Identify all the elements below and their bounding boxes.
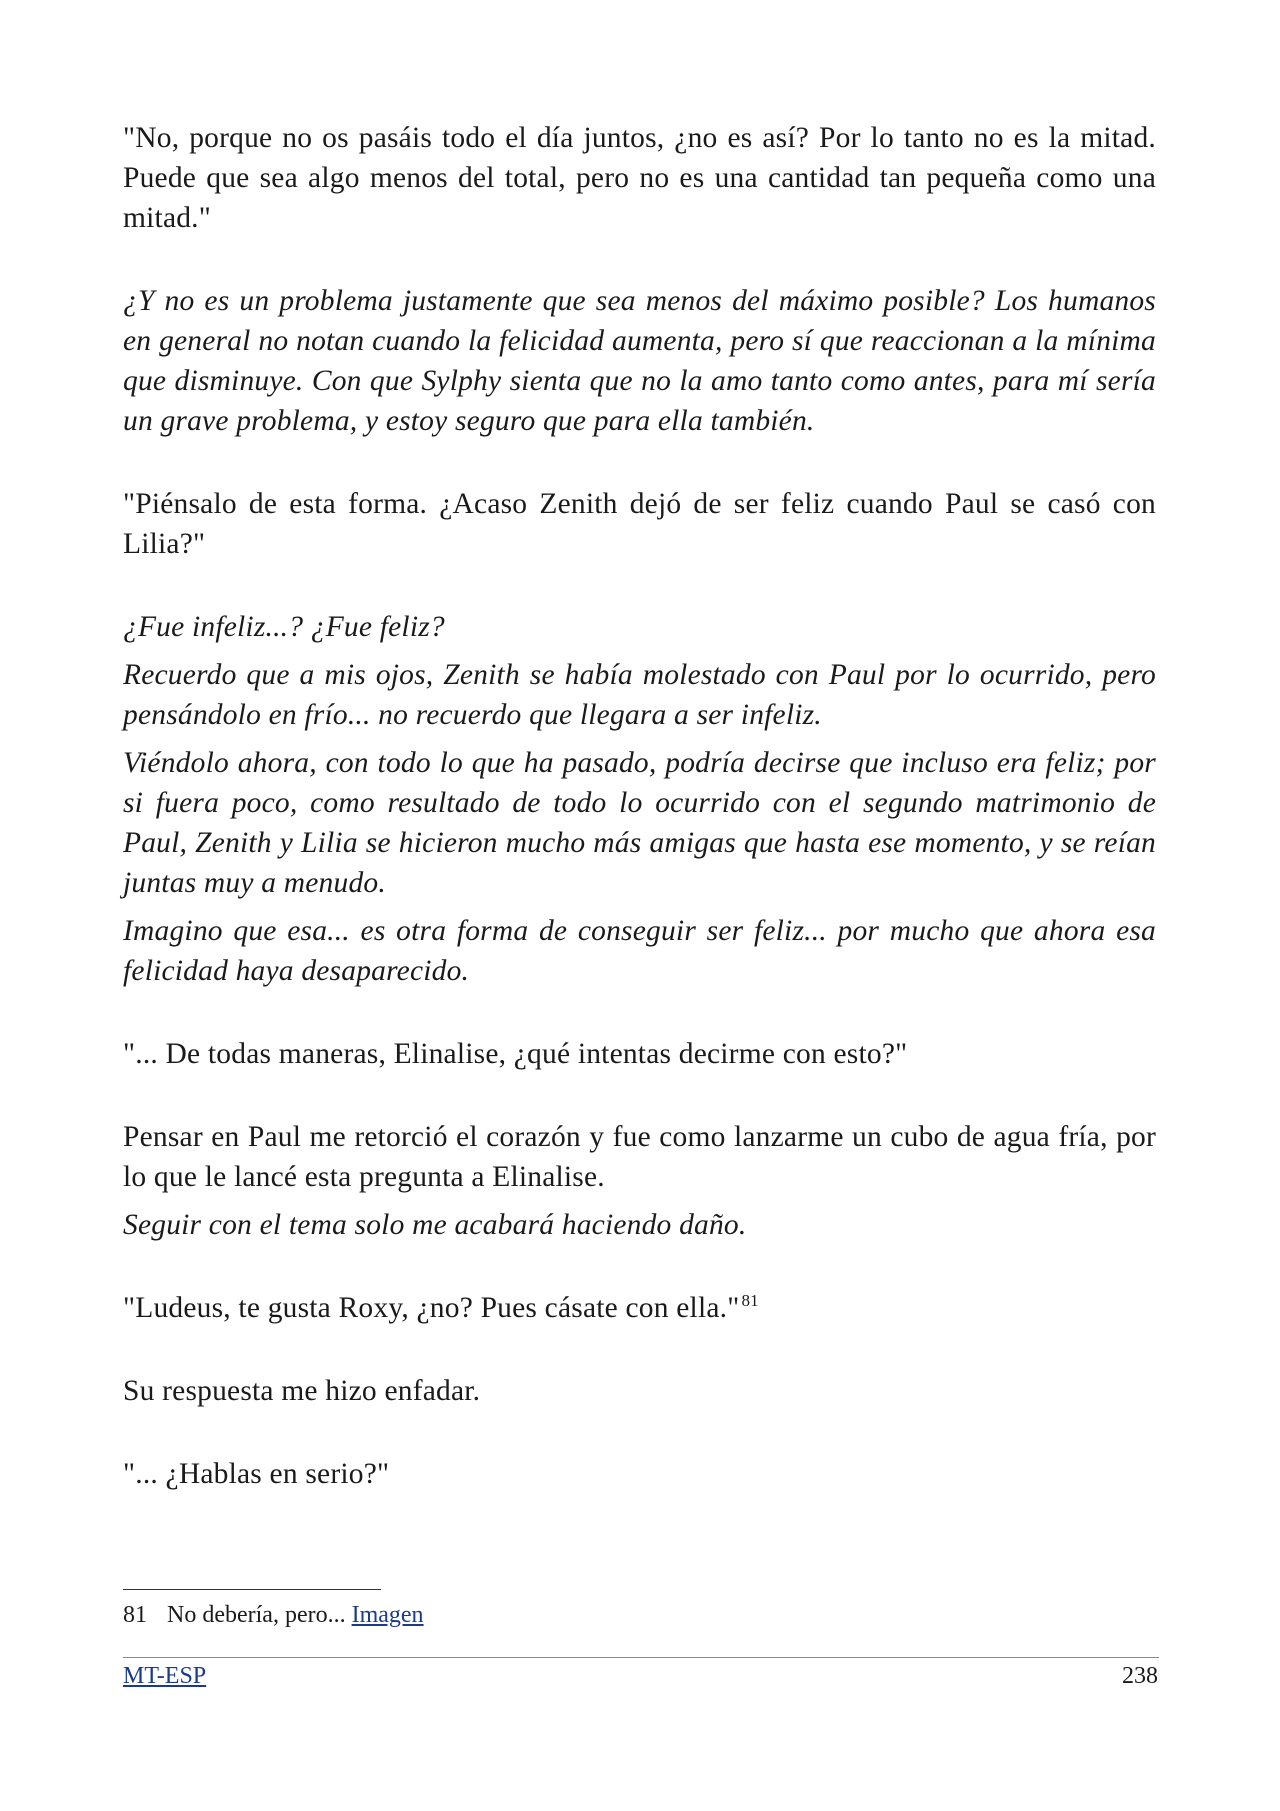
paragraph-11 bbox=[123, 1288, 1156, 1328]
footnote bbox=[123, 1600, 424, 1630]
paragraph-7: Imagino que esa... es otra forma de conseguir ser feliz... por mucho que ahora esa felicidad haya desaparecido. bbox=[123, 915, 1156, 987]
footnote-divider bbox=[123, 1589, 381, 1590]
paragraph-11-text: "Ludeus, te gusta Roxy, ¿no? Pues cásate con ella." bbox=[123, 1292, 740, 1324]
paragraph-6: Viéndolo ahora, con todo lo que ha pasado, podría decirse que incluso era feliz; por si fuera poco, como resultado de todo lo ocurrido con el segundo matrimonio de Paul, Zenith y Lilia se hicieron mucho más amigas que hasta ese momento, y se reían juntas muy a menudo. bbox=[123, 747, 1156, 899]
paragraph-2: ¿Y no es un problema justamente que sea menos del máximo posible? Los humanos en general no notan cuando la felicidad aumenta, pero sí que reaccionan a la mínima que disminuye. Con que Sylphy sienta que no la amo tanto como antes, para mí sería un grave problema, y estoy seguro que para ella también. bbox=[123, 285, 1156, 437]
paragraph-4: ¿Fue infeliz...? ¿Fue feliz? bbox=[123, 611, 445, 643]
page-number: 238 bbox=[1122, 1663, 1158, 1689]
paragraph-5: Recuerdo que a mis ojos, Zenith se había molestado con Paul por lo ocurrido, pero pensándolo en frío... no recuerdo que llegara a ser infeliz. bbox=[123, 659, 1156, 731]
footer-divider bbox=[123, 1657, 1159, 1658]
footnote-reference[interactable]: 81 bbox=[741, 1291, 759, 1311]
paragraph-9: Pensar en Paul me retorció el corazón y fue como lanzarme un cubo de agua fría, por lo que le lancé esta pregunta a Elinalise. bbox=[123, 1121, 1156, 1193]
footer-source-link[interactable]: MT-ESP bbox=[123, 1663, 207, 1689]
paragraph-1: "No, porque no os pasáis todo el día juntos, ¿no es así? Por lo tanto no es la mitad. Puede que sea algo menos del total, pero no es una cantidad tan pequeña como una mitad." bbox=[123, 122, 1156, 234]
paragraph-13: "... ¿Hablas en serio?" bbox=[123, 1458, 390, 1490]
page-body bbox=[123, 118, 1156, 1494]
paragraph-10: Seguir con el tema solo me acabará haciendo daño. bbox=[123, 1209, 747, 1241]
footnote-number: 81 bbox=[123, 1602, 147, 1628]
paragraph-8: "... De todas maneras, Elinalise, ¿qué intentas decirme con esto?" bbox=[123, 1038, 908, 1070]
paragraph-12: Su respuesta me hizo enfadar. bbox=[123, 1375, 481, 1407]
paragraph-3: "Piénsalo de esta forma. ¿Acaso Zenith dejó de ser feliz cuando Paul se casó con Lilia?" bbox=[123, 488, 1156, 560]
footnote-image-link[interactable]: Imagen bbox=[351, 1602, 424, 1628]
footnote-text: No debería, pero... bbox=[167, 1602, 346, 1628]
